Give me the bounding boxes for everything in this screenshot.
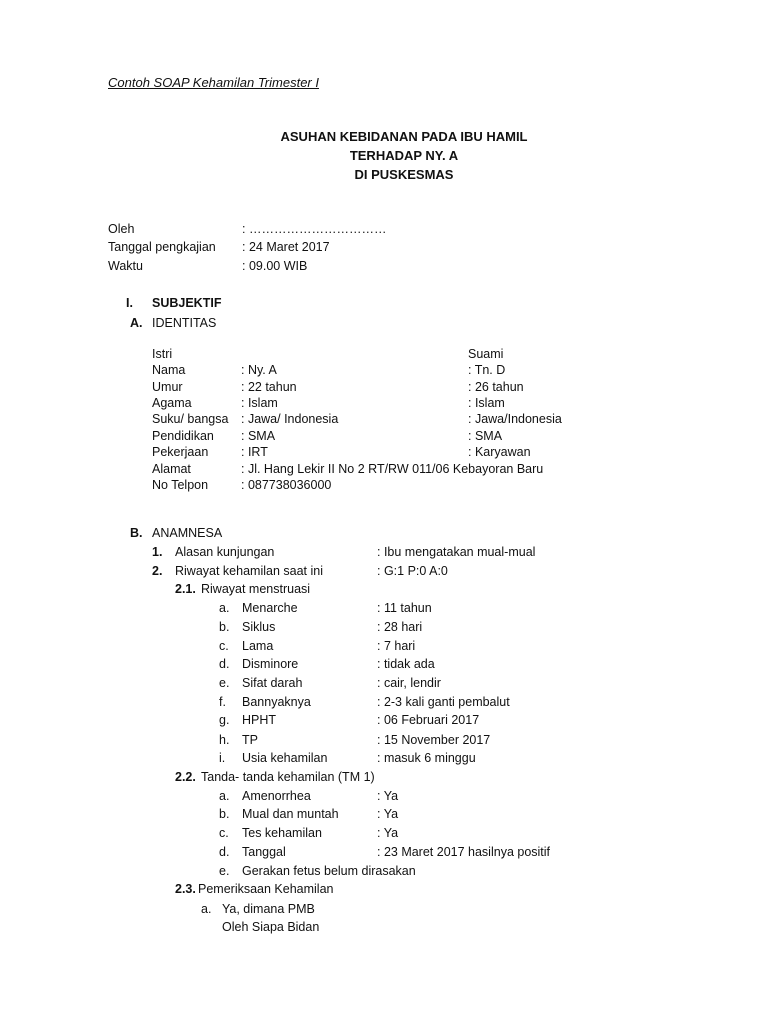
- list-letter: e.: [219, 676, 230, 690]
- identitas-alamat-value: : Jl. Hang Lekir II No 2 RT/RW 011/06 Kebayoran Baru: [241, 462, 544, 476]
- title-line-2: TERHADAP NY. A: [349, 148, 459, 163]
- identitas-telpon-value: : 087738036000: [241, 478, 332, 492]
- anamnesa-item-2-value: : G:1 P:0 A:0: [377, 564, 448, 578]
- section-a-title: IDENTITAS: [152, 316, 217, 330]
- list-label: Sifat darah: [242, 676, 303, 690]
- identitas-label: Umur: [152, 380, 183, 394]
- list-letter: b.: [219, 620, 230, 634]
- list-label: HPHT: [242, 713, 277, 727]
- title-line-3: DI PUSKESMAS: [354, 167, 454, 182]
- sub-2-1-label: Riwayat menstruasi: [201, 582, 311, 596]
- identitas-istri-value: : Islam: [241, 396, 278, 410]
- list-letter: b.: [219, 807, 230, 821]
- anamnesa-item-2-number: 2.: [152, 564, 163, 578]
- sub-2-2-number: 2.2.: [175, 770, 196, 784]
- meta-value-waktu: : 09.00 WIB: [242, 259, 308, 273]
- list-letter: c.: [219, 639, 229, 653]
- list-letter: i.: [219, 751, 226, 765]
- anamnesa-item-1-label: Alasan kunjungan: [175, 545, 275, 559]
- col-header-istri: Istri: [152, 347, 173, 361]
- meta-value-tanggal: : 24 Maret 2017: [242, 240, 330, 254]
- col-header-suami: Suami: [468, 347, 504, 361]
- periksa-line-2: Oleh Siapa Bidan: [222, 920, 320, 934]
- list-letter: a.: [219, 789, 230, 803]
- identitas-istri-value: : IRT: [241, 445, 268, 459]
- identitas-istri-value: : Jawa/ Indonesia: [241, 412, 339, 426]
- identitas-label: Pendidikan: [152, 429, 214, 443]
- list-letter: g.: [219, 713, 230, 727]
- meta-label-oleh: Oleh: [108, 222, 135, 236]
- list-value: : tidak ada: [377, 657, 435, 671]
- identitas-suami-value: : Tn. D: [468, 363, 506, 377]
- list-value: : Ya: [377, 807, 399, 821]
- identitas-label: Suku/ bangsa: [152, 412, 229, 426]
- identitas-istri-value: : SMA: [241, 429, 276, 443]
- list-value: : 15 November 2017: [377, 733, 491, 747]
- list-value: : cair, lendir: [377, 676, 441, 690]
- title-line-1: ASUHAN KEBIDANAN PADA IBU HAMIL: [280, 129, 528, 144]
- meta-label-waktu: Waktu: [108, 259, 143, 273]
- list-label: Lama: [242, 639, 274, 653]
- section-1-title: SUBJEKTIF: [152, 296, 222, 310]
- sub-2-3-number: 2.3.: [175, 882, 196, 896]
- sub-2-3-label: Pemeriksaan Kehamilan: [198, 882, 334, 896]
- list-letter: d.: [219, 845, 230, 859]
- identitas-label: Agama: [152, 396, 192, 410]
- list-label: Tes kehamilan: [242, 826, 322, 840]
- identitas-istri-value: : Ny. A: [241, 363, 277, 377]
- identitas-istri-value: : 22 tahun: [241, 380, 297, 394]
- list-label: Siklus: [242, 620, 276, 634]
- list-label: Mual dan muntah: [242, 807, 339, 821]
- list-value: : Ya: [377, 826, 399, 840]
- sub-2-1-number: 2.1.: [175, 582, 196, 596]
- list-label: Usia kehamilan: [242, 751, 328, 765]
- list-letter: a.: [201, 902, 212, 916]
- identitas-label: Pekerjaan: [152, 445, 209, 459]
- list-value: : 7 hari: [377, 639, 416, 653]
- list-value: : 06 Februari 2017: [377, 713, 480, 727]
- section-b-title: ANAMNESA: [152, 526, 223, 540]
- meta-label-tanggal: Tanggal pengkajian: [108, 240, 216, 254]
- identitas-label: Nama: [152, 363, 186, 377]
- list-value: : masuk 6 minggu: [377, 751, 476, 765]
- sub-2-2-label: Tanda- tanda kehamilan (TM 1): [201, 770, 375, 784]
- list-letter: f.: [219, 695, 226, 709]
- identitas-suami-value: : Islam: [468, 396, 505, 410]
- list-label: Menarche: [242, 601, 298, 615]
- meta-value-oleh: : ……………………………: [242, 222, 387, 236]
- identitas-label: No Telpon: [152, 478, 209, 492]
- identitas-suami-value: : 26 tahun: [468, 380, 524, 394]
- list-letter: a.: [219, 601, 230, 615]
- section-1-number: I.: [126, 296, 133, 310]
- list-letter: e.: [219, 864, 230, 878]
- identitas-suami-value: : SMA: [468, 429, 503, 443]
- list-label: Gerakan fetus belum dirasakan: [242, 864, 416, 878]
- identitas-suami-value: : Jawa/Indonesia: [468, 412, 562, 426]
- list-value: : 28 hari: [377, 620, 423, 634]
- list-value: : 11 tahun: [377, 601, 432, 615]
- list-letter: d.: [219, 657, 230, 671]
- identitas-suami-value: : Karyawan: [468, 445, 531, 459]
- list-value: : Ya: [377, 789, 399, 803]
- identitas-label: Alamat: [152, 462, 191, 476]
- anamnesa-item-1-value: : Ibu mengatakan mual-mual: [377, 545, 536, 559]
- list-letter: h.: [219, 733, 230, 747]
- periksa-line-1: Ya, dimana PMB: [222, 902, 315, 916]
- anamnesa-item-1-number: 1.: [152, 545, 163, 559]
- doc-title: Contoh SOAP Kehamilan Trimester I: [108, 75, 319, 90]
- section-a-number: A.: [130, 316, 143, 330]
- list-value: : 2-3 kali ganti pembalut: [377, 695, 510, 709]
- section-b-number: B.: [130, 526, 143, 540]
- list-label: Tanggal: [242, 845, 286, 859]
- list-letter: c.: [219, 826, 229, 840]
- list-label: Bannyaknya: [242, 695, 311, 709]
- list-label: Amenorrhea: [242, 789, 311, 803]
- list-label: Disminore: [242, 657, 299, 671]
- anamnesa-item-2-label: Riwayat kehamilan saat ini: [175, 564, 323, 578]
- list-value: : 23 Maret 2017 hasilnya positif: [377, 845, 551, 859]
- list-label: TP: [242, 733, 258, 747]
